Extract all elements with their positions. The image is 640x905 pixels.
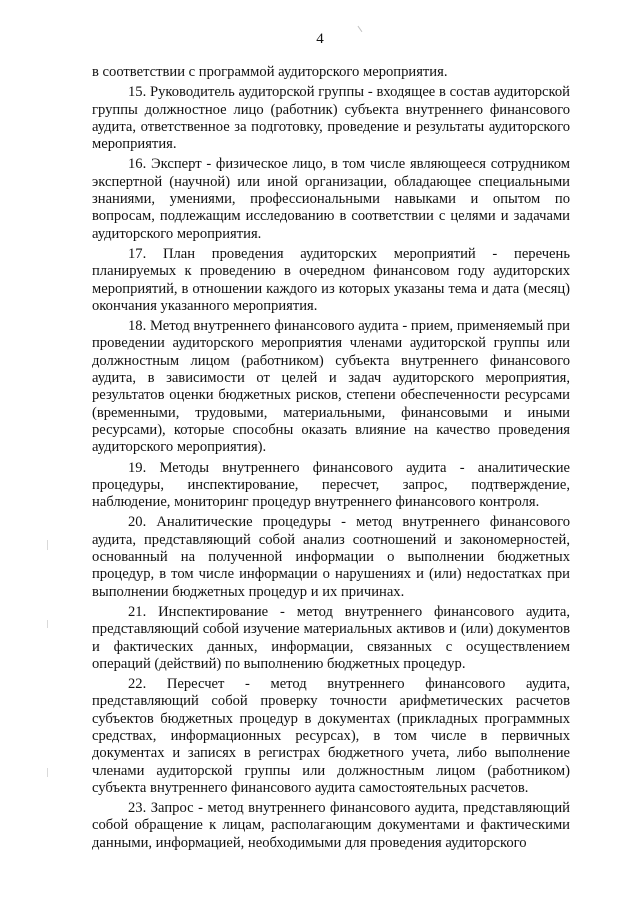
page-number: 4 <box>316 31 324 47</box>
paragraph-continuation: в соответствии с программой аудиторского мероприятия. <box>92 64 448 80</box>
margin-scan-mark <box>47 768 48 777</box>
document-body <box>92 64 570 855</box>
paragraph-20: 20. Аналитические процедуры - метод внутреннего финансового аудита, представляющий собой анализ соотношений и закономерностей, основанный на полученной информации о выполнении бюджетных процедур, в том числе информации о нарушениях и (или) недостатках при выполнении бюджетных процедур и их причинах. <box>92 514 570 600</box>
paragraph-23: 23. Запрос - метод внутреннего финансового аудита, представляющий собой обращение к лицам, располагающим документами и фактическими данными, информацией, необходимыми для проведения аудиторского <box>92 800 570 851</box>
paragraph-21: 21. Инспектирование - метод внутреннего финансового аудита, представляющий собой изучение материальных активов и (или) документов и фактических данных, информации, связанных с осуществлением операций (действий) по выполнению бюджетных процедур. <box>92 603 570 672</box>
paragraph-17: 17. План проведения аудиторских мероприятий - перечень планируемых к проведению в очередном финансовом году аудиторских мероприятий, в отношении каждого из которых указаны тема и дата (месяц) окончания указанного мероприятия. <box>92 245 570 314</box>
margin-scan-mark <box>47 620 48 628</box>
paragraph-15: 15. Руководитель аудиторской группы - входящее в состав аудиторской группы должностное лицо (работник) субъекта внутреннего финансового аудита, ответственное за подготовку, проведение и результаты аудиторского мероприятия. <box>92 84 570 153</box>
paragraph-19: 19. Методы внутреннего финансового аудита - аналитические процедуры, инспектирование, пересчет, запрос, подтверждение, наблюдение, мониторинг процедур внутреннего финансового контроля. <box>92 459 570 511</box>
paragraph-18: 18. Метод внутреннего финансового аудита - прием, применяемый при проведении аудиторского мероприятия членами аудиторской группы или должностным лицом (работником) субъекта внутреннего финансового аудита, в зависимости от целей и задач аудиторского мероприятия, результатов оценки бюджетных рисков, степени обеспеченности ресурсами (временными, трудовыми, материальными, финансовыми и иными ресурсами), которые способны оказать влияние на качество проведения аудиторского мероприятия). <box>92 318 570 456</box>
margin-scan-mark <box>47 540 48 550</box>
paragraph-16: 16. Эксперт - физическое лицо, в том числе являющееся сотрудником экспертной (научной) или иной организации, обладающее специальными знаниями, умениями, профессиональными навыками и опытом по вопросам, подлежащим исследованию в соответствии с целями и задачами аудиторского мероприятия. <box>92 156 570 242</box>
paragraph-22: 22. Пересчет - метод внутреннего финансового аудита, представляющий собой проверку точности арифметических расчетов субъектов бюджетных процедур в документах (прикладных программных средствах, информационных ресурсах), в том числе в первичных документах и записях в регистрах бюджетного учета, либо выполнение членами аудиторской группы или должностным лицом (работником) субъекта внутреннего финансового аудита самостоятельных расчетов. <box>92 676 570 796</box>
